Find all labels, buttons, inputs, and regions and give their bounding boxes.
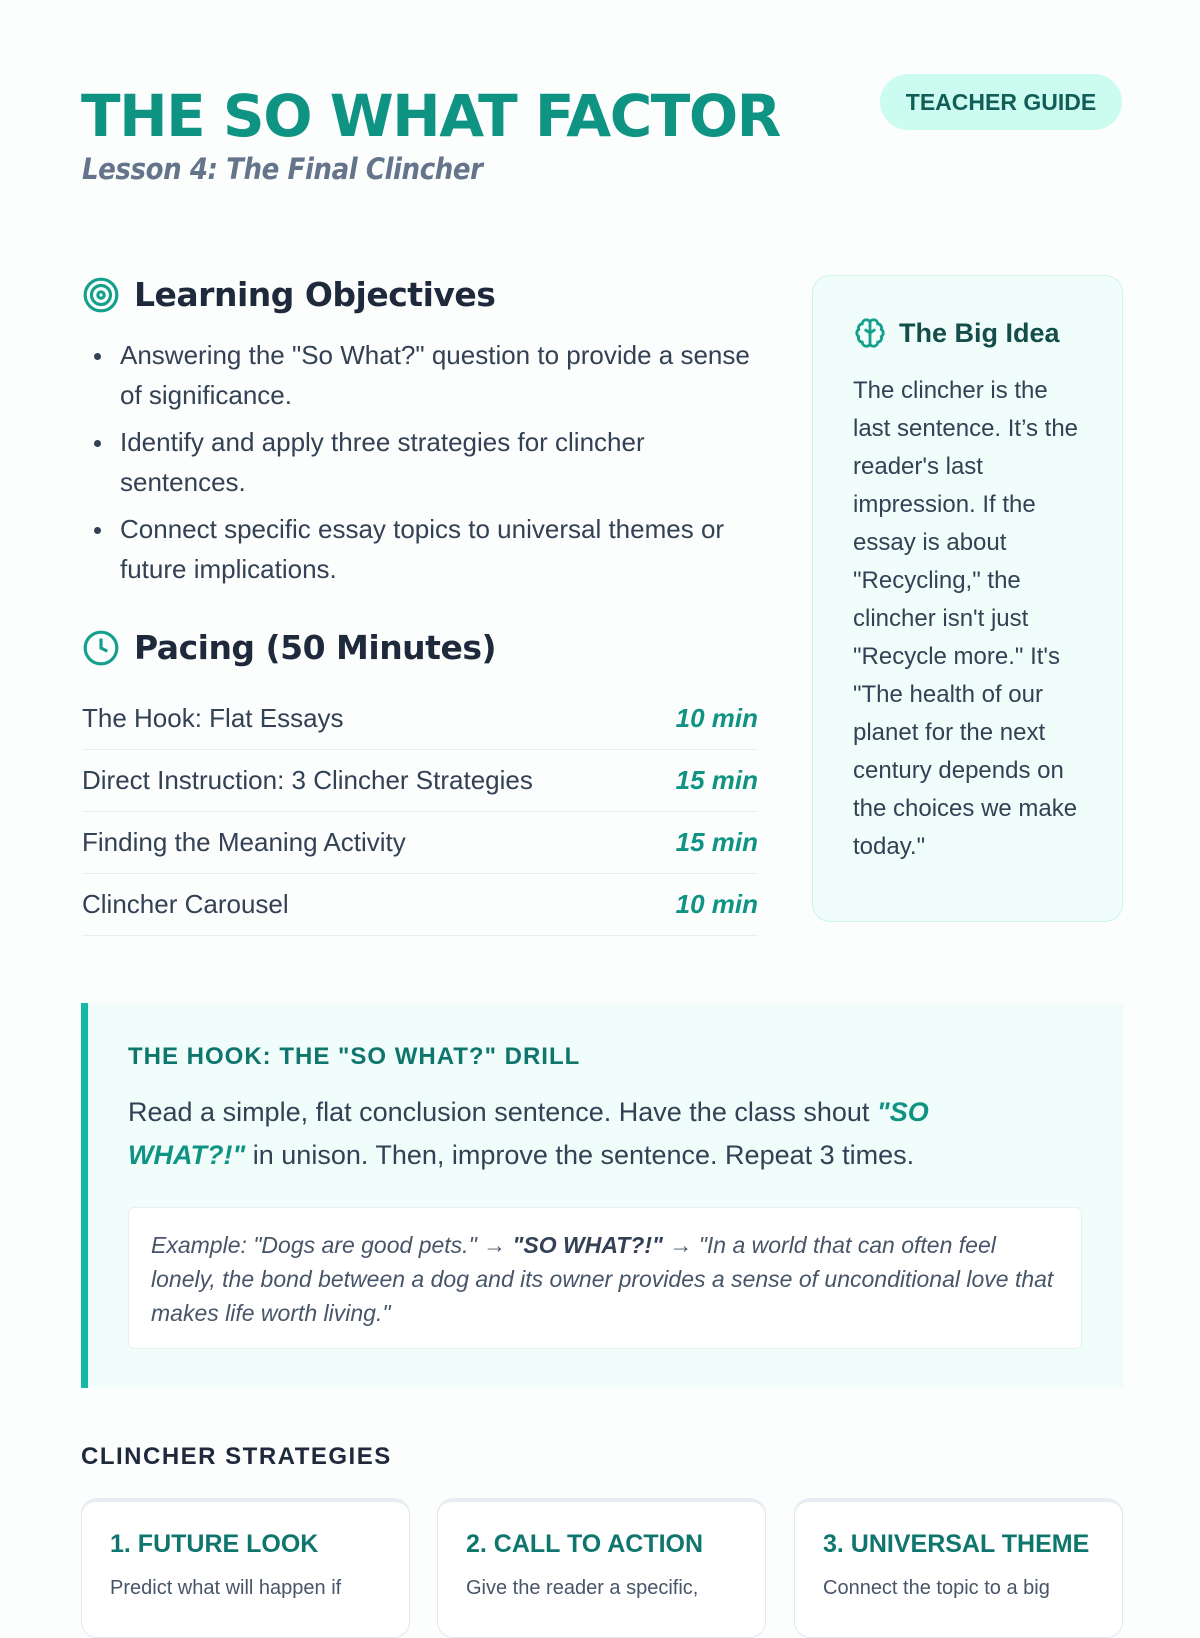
big-idea-heading: The Big Idea [853, 316, 1082, 350]
hook-text: Read a simple, flat conclusion sentence. Have the class shout "SO WHAT?!" in unison. Then, improve the sentence. Repeat 3 times. [128, 1097, 929, 1170]
pacing-row: The Hook: Flat Essays 10 min [82, 688, 758, 750]
list-item: Identify and apply three strategies for clincher sentences. [92, 422, 762, 502]
pacing-row: Direct Instruction: 3 Clincher Strategies 15 min [82, 750, 758, 812]
page-title: THE SO WHAT FACTOR [81, 82, 780, 150]
teacher-guide-badge: TEACHER GUIDE [880, 74, 1122, 130]
lesson-subtitle: Lesson 4: The Final Clincher [82, 152, 483, 186]
hook-section [81, 1003, 1123, 1388]
hook-example: Example: "Dogs are good pets." → "SO WHAT?!" → "In a world that can often feel lonely, the bond between a dog and its owner provides a sense of unconditional love that makes life worth living." [128, 1207, 1082, 1349]
pacing-heading: Pacing (50 Minutes) [82, 628, 496, 667]
strategies-heading: CLINCHER STRATEGIES [81, 1443, 392, 1470]
big-idea-text: The clincher is the last sentence. It’s the reader's last impression. If the essay is about "Recycling," the clincher isn't just "Recycle more." It's "The health of our planet for the next century depends on the choices we make today." [853, 377, 1079, 860]
objectives-list [92, 335, 762, 596]
pacing-table [82, 688, 758, 936]
big-idea-card [812, 275, 1123, 922]
target-icon [82, 276, 120, 314]
hook-label: THE HOOK: THE "SO WHAT?" DRILL [128, 1043, 581, 1070]
pacing-row: Clincher Carousel 10 min [82, 874, 758, 936]
strategy-card: 3. UNIVERSAL THEME Connect the topic to a big [794, 1498, 1123, 1638]
list-item: Connect specific essay topics to universal themes or future implications. [92, 509, 762, 589]
strategy-card: 2. CALL TO ACTION Give the reader a specific, [437, 1498, 766, 1638]
pacing-row: Finding the Meaning Activity 15 min [82, 812, 758, 874]
strategy-card: 1. FUTURE LOOK Predict what will happen if [81, 1498, 410, 1638]
clock-icon [82, 629, 120, 667]
objectives-heading: Learning Objectives [82, 275, 495, 314]
brain-icon [853, 316, 887, 350]
list-item: Answering the "So What?" question to provide a sense of significance. [92, 335, 762, 415]
